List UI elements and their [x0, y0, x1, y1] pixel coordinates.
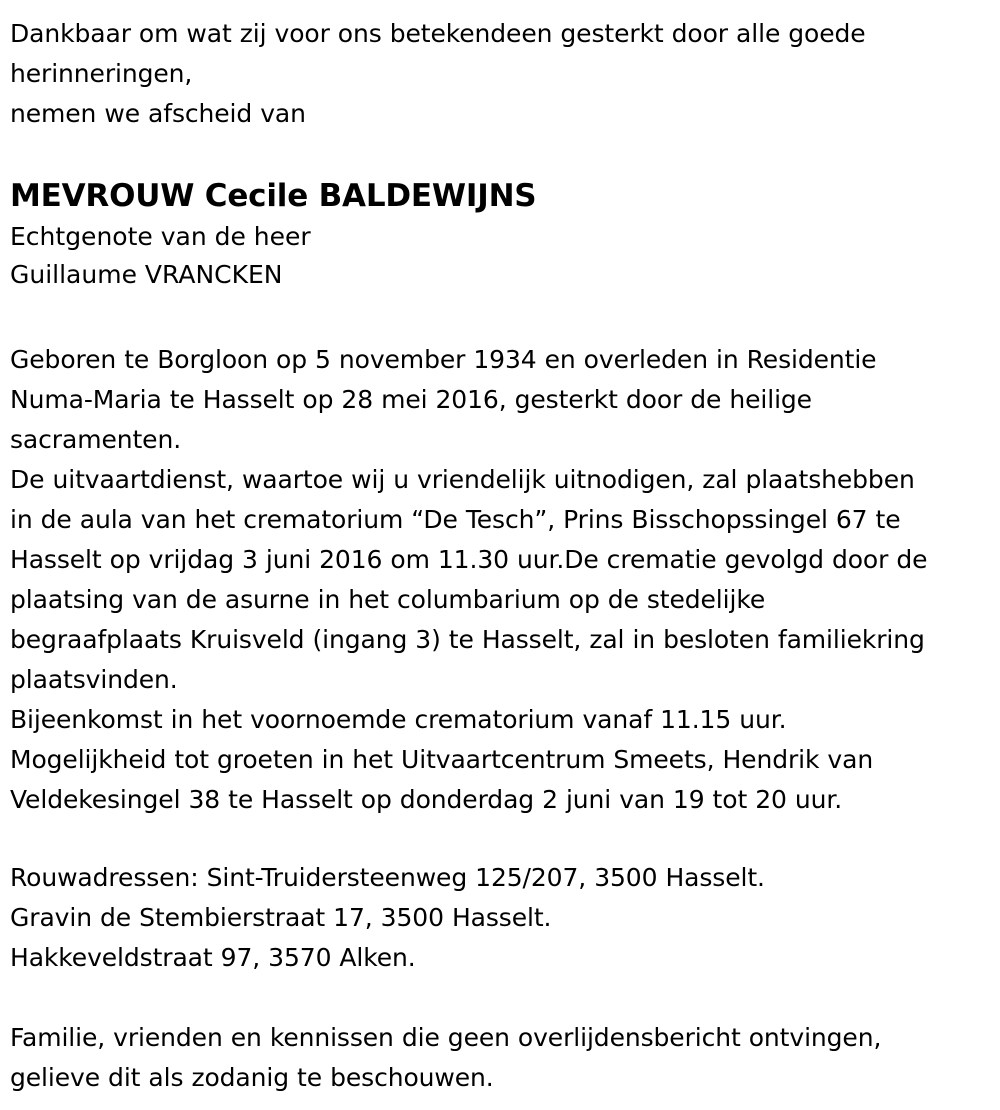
spouse-block: [10, 218, 988, 294]
service-details-line: Veldekesingel 38 te Hasselt op donderdag 2 juni van 19 tot 20 uur.: [10, 785, 843, 814]
spacer: [10, 294, 988, 340]
condolence-addresses-paragraph: [10, 858, 988, 978]
service-details-line: plaatsing van de asurne in het columbarium op de stedelijke: [10, 585, 766, 614]
condolence-address-line: Hakkeveldstraat 97, 3570 Alken.: [10, 943, 416, 972]
closing-note-line: gelieve dit als zodanig te beschouwen.: [10, 1063, 494, 1092]
service-details-line: begraafplaats Kruisveld (ingang 3) te Hasselt, zal in besloten familiekring: [10, 625, 925, 654]
spacer: [10, 134, 988, 174]
intro-paragraph: [10, 14, 988, 134]
service-details-line: De uitvaartdienst, waartoe wij u vriendelijk uitnodigen, zal plaatshebben: [10, 465, 915, 494]
life-details-line: sacramenten.: [10, 425, 182, 454]
deceased-name: MEVROUW Cecile BALDEWIJNS: [10, 178, 537, 214]
life-details-line: Numa-Maria te Hasselt op 28 mei 2016, gesterkt door de heilige: [10, 385, 812, 414]
service-details-line: Bijeenkomst in het voornoemde crematorium vanaf 11.15 uur.: [10, 705, 787, 734]
life-details-line: Geboren te Borgloon op 5 november 1934 en overleden in Residentie: [10, 345, 877, 374]
service-details-paragraph: [10, 460, 988, 820]
service-details-line: Mogelijkheid tot groeten in het Uitvaartcentrum Smeets, Hendrik van: [10, 745, 874, 774]
spacer: [10, 978, 988, 1018]
closing-note-paragraph: [10, 1018, 988, 1098]
spouse-relation-label: Echtgenote van de heer: [10, 222, 311, 251]
intro-line: herinneringen,: [10, 59, 193, 88]
service-details-line: in de aula van het crematorium “De Tesch”, Prins Bisschopssingel 67 te: [10, 505, 901, 534]
intro-line: nemen we afscheid van: [10, 99, 306, 128]
spouse-name: Guillaume VRANCKEN: [10, 260, 283, 289]
service-details-line: Hasselt op vrijdag 3 juni 2016 om 11.30 uur.De crematie gevolgd door de: [10, 545, 928, 574]
service-details-line: plaatsvinden.: [10, 665, 178, 694]
spacer: [10, 820, 988, 858]
condolence-address-line: Gravin de Stembierstraat 17, 3500 Hasselt.: [10, 903, 552, 932]
condolence-address-line: Rouwadressen: Sint-Truidersteenweg 125/207, 3500 Hasselt.: [10, 863, 765, 892]
closing-note-line: Familie, vrienden en kennissen die geen overlijdensbericht ontvingen,: [10, 1023, 882, 1052]
intro-line: Dankbaar om wat zij voor ons betekendeen gesterkt door alle goede: [10, 19, 866, 48]
life-details-paragraph: [10, 340, 988, 460]
